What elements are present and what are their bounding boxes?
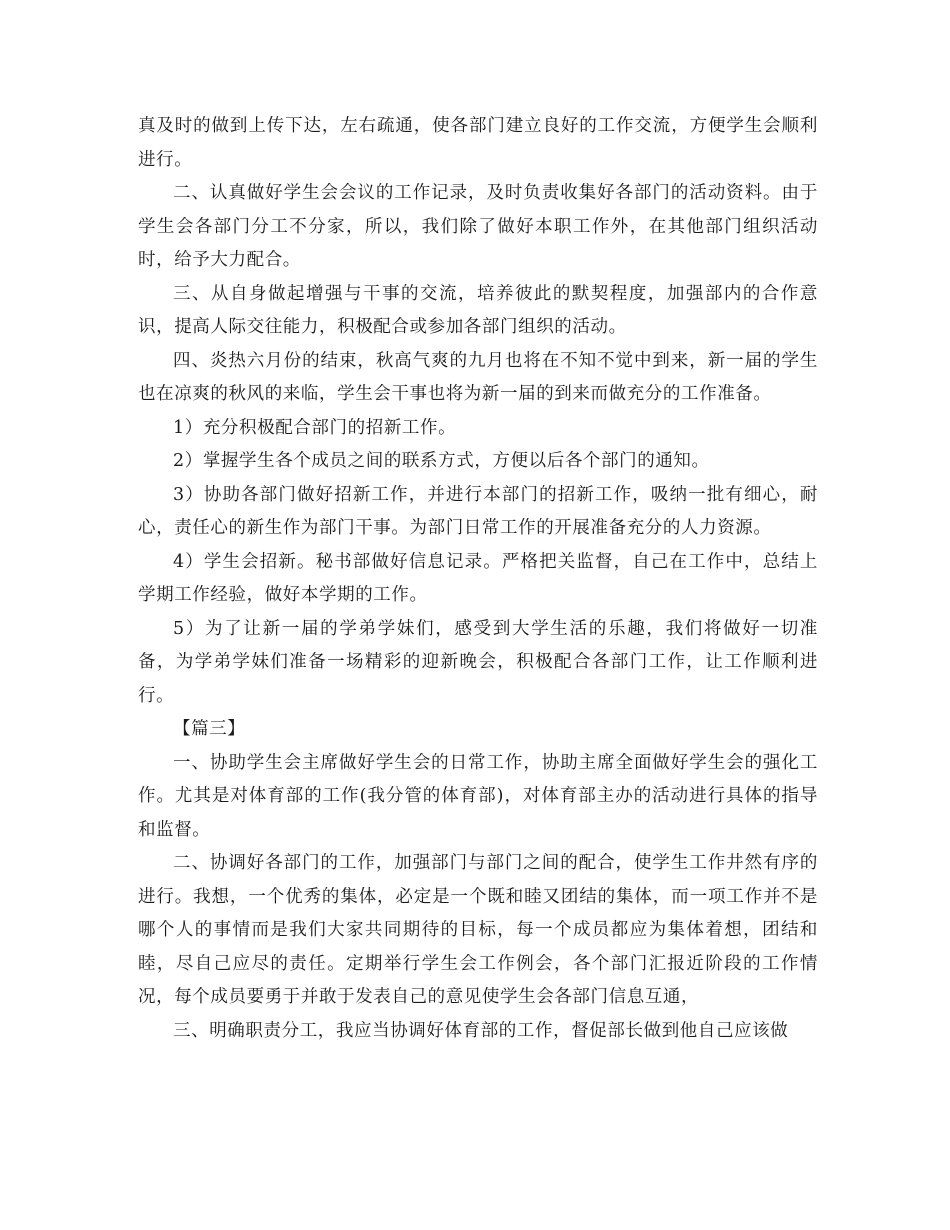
section-paragraph-1: 一、协助学生会主席做好学生会的日常工作，协助主席全面做好学生会的强化工作。尤其是对体育部的工作(我分管的体育部)，对体育部主办的活动进行具体的指导和监督。: [138, 752, 818, 840]
paragraph-item-3: 三、从自身做起增强与干事的交流，培养彼此的默契程度，加强部内的合作意识，提高人际交往能力，积极配合或参加各部门组织的活动。: [138, 283, 818, 337]
section-heading: 【篇三】: [173, 719, 246, 739]
list-item-5: 5）为了让新一届的学弟学妹们，感受到大学生活的乐趣，我们将做好一切准备，为学弟学妹们准备一场精彩的迎新晚会，积极配合各部门工作，让工作顺利进行。: [138, 618, 818, 706]
section-paragraph-2: 二、协调好各部门的工作，加强部门与部门之间的配合，使学生工作井然有序的进行。我想，一个优秀的集体，必定是一个既和睦又团结的集体，而一项工作并不是哪个人的事情而是我们大家共同期待的目标，每一个成员都应为集体着想，团结和睦，尽自己应尽的责任。定期举行学生会工作例会，各个部门汇报近阶段的工作情况，每个成员要勇于并敢于发表自己的意见使学生会各部门信息互通，: [138, 853, 818, 1007]
paragraph-continuation: 真及时的做到上传下达，左右疏通，使各部门建立良好的工作交流，方便学生会顺利进行。: [138, 116, 818, 170]
list-item-3: 3）协助各部门做好招新工作，并进行本部门的招新工作，吸纳一批有细心，耐心，责任心的新生作为部门干事。为部门日常工作的开展准备充分的人力资源。: [138, 484, 818, 538]
list-item-2: 2）掌握学生各个成员之间的联系方式，方便以后各个部门的通知。: [173, 451, 710, 471]
list-item-4: 4）学生会招新。秘书部做好信息记录。严格把关监督，自己在工作中，总结上学期工作经验，做好本学期的工作。: [138, 551, 818, 605]
document-page: [138, 110, 818, 1048]
section-paragraph-3: 三、明确职责分工，我应当协调好体育部的工作，督促部长做到他自己应该做: [173, 1020, 789, 1041]
paragraph-item-2: 二、认真做好学生会会议的工作记录，及时负责收集好各部门的活动资料。由于学生会各部门分工不分家，所以，我们除了做好本职工作外，在其他部门组织活动时，给予大力配合。: [138, 183, 818, 270]
list-item-1: 1）充分积极配合部门的招新工作。: [173, 417, 457, 438]
paragraph-item-4: 四、炎热六月份的结束，秋高气爽的九月也将在不知不觉中到来，新一届的学生也在凉爽的秋风的来临，学生会干事也将为新一届的到来而做充分的工作准备。: [138, 350, 818, 404]
